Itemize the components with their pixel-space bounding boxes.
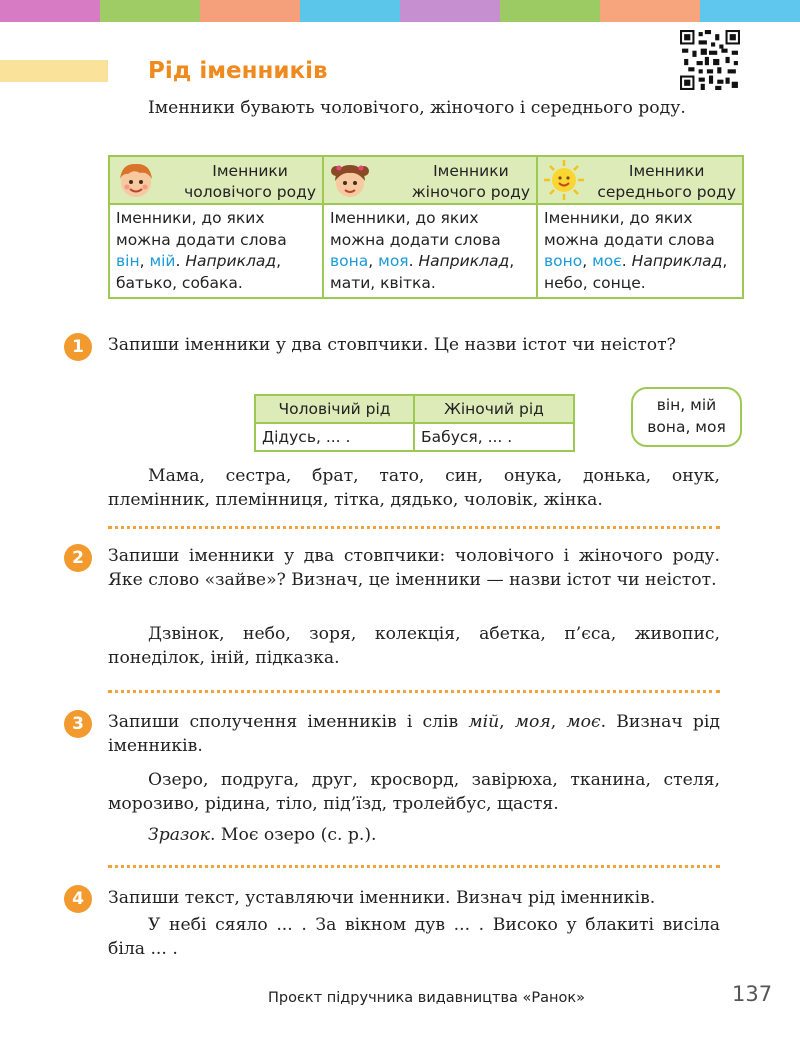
word-vin: він <box>116 252 140 270</box>
task-number-badge: 1 <box>64 333 92 361</box>
color-segment <box>100 0 200 22</box>
girl-icon <box>328 159 372 201</box>
cell-dot: . <box>408 252 414 270</box>
page-title: Рід іменників <box>148 58 328 84</box>
gender-table <box>108 155 744 299</box>
hint-line-1: він, мій <box>656 396 717 414</box>
header-line-2: жіночого роду <box>411 183 530 201</box>
dotted-divider <box>108 865 720 868</box>
cell-neuter <box>537 204 743 298</box>
color-segment <box>400 0 500 22</box>
task-3-text: Озеро, подруга, друг, кросворд, завірюха, тканина, стеля, морозиво, рідина, тіло, під’їзд, тролейбус, щастя. <box>108 770 720 814</box>
cell-feminine-example: Бабуся, ... . <box>414 423 574 451</box>
task-number-badge: 4 <box>64 885 92 913</box>
instruction-text: Запиши сполучення іменників і слів <box>108 712 469 732</box>
qr-code-icon[interactable] <box>680 30 740 90</box>
sun-icon <box>542 159 586 201</box>
color-segment <box>600 0 700 22</box>
header-line-1: Іменники <box>433 162 509 180</box>
page-number: 137 <box>732 982 773 1006</box>
cell-sep: , <box>582 252 593 270</box>
col-masculine: Чоловічий рід <box>255 395 414 423</box>
hint-bubble <box>631 387 742 447</box>
cell-sep: , <box>139 252 150 270</box>
top-color-bar <box>0 0 800 22</box>
cell-masculine-example: Дідусь, ... . <box>255 423 414 451</box>
word-moia: моя <box>514 712 551 732</box>
color-segment <box>0 0 100 22</box>
task-1-table-row <box>255 423 574 451</box>
intro-paragraph: Іменники бувають чоловічого, жіночого і середнього роду. <box>148 98 686 118</box>
task-4-instruction: Запиши текст, уставляючи іменники. Визнач рід іменників. <box>108 888 656 908</box>
color-segment <box>200 0 300 22</box>
task-2-text: Дзвінок, небо, зоря, колекція, абетка, п’єса, живопис, понеділок, іній, підказка. <box>108 624 720 668</box>
cell-feminine <box>323 204 537 298</box>
dotted-divider <box>108 526 720 529</box>
word-vona: вона <box>330 252 369 270</box>
header-line-1: Іменники <box>628 162 705 180</box>
task-4-text: У небі сяяло ... . За вікном дув ... . Високо у блакиті висіла біла ... . <box>108 915 720 959</box>
cell-dot: . <box>175 252 181 270</box>
cell-masculine <box>109 204 323 298</box>
header-line-1: Іменники <box>212 162 288 180</box>
table-body-row <box>109 204 743 298</box>
boy-icon <box>114 159 158 201</box>
task-3-instruction: Запиши сполучення іменників і слів мій, моя, моє. Визнач рід іменників. <box>108 712 721 756</box>
sample-text: . Моє озеро (с. р.). <box>209 825 377 845</box>
word-mii: мій <box>149 252 176 270</box>
table-header-row <box>109 156 743 204</box>
cell-text: Іменники, до яких можна додати слова <box>330 209 501 249</box>
task-1-instruction: Запиши іменники у два стовпчики. Це назви істот чи неістот? <box>108 335 676 355</box>
sample-label: Зразок <box>148 825 210 845</box>
cell-rest: , мати, квітка. <box>330 252 515 292</box>
word-vono: воно <box>544 252 583 270</box>
header-line-2: чоловічого роду <box>184 183 316 201</box>
header-line-2: середнього роду <box>597 183 736 201</box>
color-segment <box>700 0 800 22</box>
task-2-instruction: Запиши іменники у два стовпчики: чоловічого і жіночого роду. Яке слово «зайве»? Визнач, це іменники — назви істот чи неістот. <box>108 546 720 590</box>
cell-rest: , батько, собака. <box>116 252 282 292</box>
task-1-text: Мама, сестра, брат, тато, син, онука, донька, онук, племінник, племінниця, тітка, дядько, чоловік, жінка. <box>108 466 720 510</box>
cell-text: Іменники, до яких можна додати слова <box>544 209 715 249</box>
footer-note: Проєкт підручника видавництва «Ранок» <box>268 990 585 1006</box>
example-label: Наприклад <box>631 252 723 270</box>
task-number-badge: 3 <box>64 710 92 738</box>
example-label: Наприклад <box>418 252 510 270</box>
col-feminine: Жіночий рід <box>414 395 574 423</box>
cell-text: Іменники, до яких можна додати слова <box>116 209 287 249</box>
task-1-table-header <box>255 395 574 423</box>
task-3-sample <box>148 823 720 847</box>
word-moie: моє <box>566 712 601 732</box>
word-mii: мій <box>468 712 500 732</box>
cell-rest: , небо, сонце. <box>544 252 728 292</box>
dotted-divider <box>108 690 720 693</box>
color-segment <box>500 0 600 22</box>
hint-line-2: вона, моя <box>647 418 726 436</box>
instruction-text: . Визнач рід іменників. <box>108 712 721 756</box>
header-masculine <box>109 156 323 204</box>
header-neuter <box>537 156 743 204</box>
cell-sep: , <box>368 252 379 270</box>
title-accent-strip <box>0 60 108 82</box>
header-feminine <box>323 156 537 204</box>
cell-dot: . <box>621 252 627 270</box>
example-label: Наприклад <box>185 252 277 270</box>
color-segment <box>300 0 400 22</box>
task-1-table <box>254 394 575 452</box>
task-number-badge: 2 <box>64 544 92 572</box>
word-moia: моя <box>378 252 409 270</box>
word-moie: моє <box>592 252 622 270</box>
